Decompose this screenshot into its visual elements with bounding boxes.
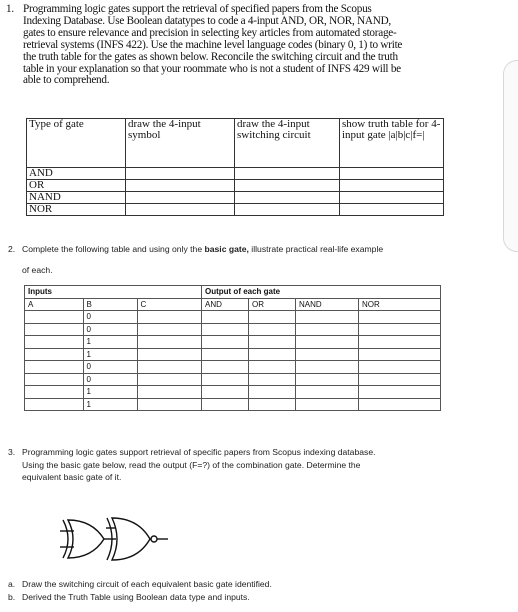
answer-cell[interactable] [25, 323, 84, 336]
gate-table-header-row [27, 119, 444, 168]
sub-question-b [8, 591, 272, 604]
answer-cell[interactable] [137, 348, 202, 361]
sub-question-a [8, 578, 272, 591]
answer-cell[interactable] [25, 386, 84, 399]
answer-cell[interactable] [25, 311, 84, 324]
answer-cell[interactable] [359, 373, 441, 386]
answer-cell[interactable] [340, 204, 444, 216]
answer-cell[interactable] [25, 373, 84, 386]
q1-line: table in your explanation so that your roommate who is not a student of INFS 429 will be [23, 62, 401, 75]
q2-line-2: of each. [22, 265, 53, 275]
answer-cell[interactable] [249, 323, 296, 336]
q3-line: Programming logic gates support retrieval of specific papers from Scopus indexing database. [22, 447, 376, 457]
answer-cell[interactable] [235, 204, 340, 216]
answer-cell[interactable] [25, 336, 84, 349]
answer-cell[interactable] [296, 348, 359, 361]
answer-cell[interactable] [249, 386, 296, 399]
answer-cell[interactable] [359, 311, 441, 324]
b-value-cell: 1 [83, 386, 137, 399]
answer-cell[interactable] [340, 168, 444, 180]
answer-cell[interactable] [296, 373, 359, 386]
output-label: Output of each gate [202, 286, 441, 299]
answer-cell[interactable] [359, 386, 441, 399]
question-2-number: 2. [8, 244, 16, 254]
answer-cell[interactable] [296, 311, 359, 324]
answer-cell[interactable] [249, 373, 296, 386]
col-or-header: OR [249, 298, 296, 311]
answer-cell[interactable] [126, 204, 235, 216]
sub-text: Derived the Truth Table using Boolean data type and inputs. [22, 591, 250, 602]
b-value-cell: 0 [83, 361, 137, 374]
b-value-cell: 0 [83, 373, 137, 386]
b-value-cell: 0 [83, 323, 137, 336]
header-truth-table: show truth table for 4-input gate |a|b|c|f=| [340, 119, 444, 168]
table-row [25, 398, 441, 411]
answer-cell[interactable] [202, 361, 249, 374]
answer-cell[interactable] [359, 361, 441, 374]
q2-text-after: illustrate practical real-life example [248, 244, 384, 254]
answer-cell[interactable] [202, 336, 249, 349]
gate-name-cell: NOR [27, 204, 126, 216]
answer-cell[interactable] [359, 398, 441, 411]
answer-cell[interactable] [202, 348, 249, 361]
header-type-of-gate: Type of gate [27, 119, 126, 168]
q1-line: able to comprehend. [23, 74, 110, 87]
answer-cell[interactable] [137, 311, 202, 324]
q1-line: the truth table for the gates as shown below. Reconcile the switching circuit and the truth [23, 50, 398, 63]
answer-cell[interactable] [359, 336, 441, 349]
col-nand-header: NAND [296, 298, 359, 311]
answer-cell[interactable] [202, 398, 249, 411]
truth-table-header-row [25, 286, 441, 299]
q1-line: Indexing Database. Use Boolean datatypes to code a 4-input AND, OR, NOR, NAND, [23, 14, 391, 27]
answer-cell[interactable] [126, 168, 235, 180]
answer-cell[interactable] [249, 361, 296, 374]
header-switching-circuit: draw the 4-input switching circuit [235, 119, 340, 168]
answer-cell[interactable] [296, 336, 359, 349]
answer-cell[interactable] [249, 336, 296, 349]
truth-table-body [25, 311, 441, 411]
q1-line: Programming logic gates support the retrieval of specified papers from the Scopus [23, 3, 372, 15]
q3-line: equivalent basic gate of it. [22, 472, 122, 482]
table-row [25, 323, 441, 336]
header-symbol: draw the 4-input symbol [126, 119, 235, 168]
table-row [27, 204, 444, 216]
answer-cell[interactable] [137, 398, 202, 411]
col-and-label: AND [205, 299, 222, 309]
sub-questions [8, 578, 272, 603]
question-1 [6, 4, 456, 87]
question-3 [8, 446, 478, 484]
inputs-label: Inputs [25, 286, 84, 299]
answer-cell[interactable] [249, 398, 296, 411]
answer-cell[interactable] [296, 361, 359, 374]
answer-cell[interactable] [25, 348, 84, 361]
gate-name-cell: OR [27, 180, 126, 192]
answer-cell[interactable] [202, 323, 249, 336]
question-1-text [6, 4, 456, 87]
col-nor-header: NOR [359, 298, 441, 311]
answer-cell[interactable] [359, 323, 441, 336]
answer-cell[interactable] [137, 373, 202, 386]
q1-line: retrieval systems (INFS 422). Use the machine level language codes (binary 0, 1) to write [23, 38, 403, 51]
answer-cell[interactable] [25, 398, 84, 411]
sub-text: Draw the switching circuit of each equivalent basic gate identified. [22, 579, 272, 589]
truth-table [24, 285, 441, 411]
answer-cell[interactable] [296, 398, 359, 411]
b-value-cell: 1 [83, 336, 137, 349]
answer-cell[interactable] [137, 361, 202, 374]
table-row [25, 336, 441, 349]
table-row [25, 361, 441, 374]
answer-cell[interactable] [126, 192, 235, 204]
q3-line: Using the basic gate below, read the output (F=?) of the combination gate. Determine the [22, 459, 361, 470]
answer-cell[interactable] [296, 323, 359, 336]
b-value-cell: 1 [83, 348, 137, 361]
answer-cell[interactable] [137, 386, 202, 399]
answer-cell[interactable] [296, 386, 359, 399]
combination-gate-diagram [60, 516, 170, 566]
answer-cell[interactable] [235, 180, 340, 192]
header-blank [137, 286, 202, 299]
table-row [25, 386, 441, 399]
answer-cell[interactable] [126, 180, 235, 192]
answer-cell[interactable] [249, 311, 296, 324]
table-row [27, 180, 444, 192]
answer-cell[interactable] [202, 311, 249, 324]
gate-name-cell: AND [27, 168, 126, 180]
gate-name-cell: NAND [27, 192, 126, 204]
table-row [27, 192, 444, 204]
answer-cell[interactable] [235, 168, 340, 180]
question-1-number: 1. [6, 3, 14, 15]
col-b-header: B [83, 298, 137, 311]
sub-letter: b. [8, 591, 16, 602]
answer-cell[interactable] [340, 192, 444, 204]
gate-table [26, 118, 444, 216]
question-2 [8, 243, 468, 276]
table-row [25, 373, 441, 386]
answer-cell[interactable] [235, 192, 340, 204]
table-row [25, 348, 441, 361]
question-3-number: 3. [8, 447, 16, 457]
table-row [25, 311, 441, 324]
answer-cell[interactable] [340, 180, 444, 192]
answer-cell[interactable] [359, 348, 441, 361]
table-row [27, 168, 444, 180]
answer-cell[interactable] [202, 373, 249, 386]
q2-text-before: Complete the following table and using only the [22, 244, 205, 254]
col-a-header: A [25, 298, 84, 311]
truth-table-col-row [25, 298, 441, 311]
answer-cell[interactable] [25, 361, 84, 374]
q1-line: gates to ensure relevance and precision in selecting key articles from automated storage- [23, 26, 397, 39]
col-and-header [202, 298, 249, 311]
b-value-cell: 1 [83, 398, 137, 411]
answer-cell[interactable] [249, 348, 296, 361]
answer-cell[interactable] [137, 336, 202, 349]
answer-cell[interactable] [202, 386, 249, 399]
side-panel-edge [503, 60, 518, 252]
col-c-header: C [137, 298, 202, 311]
q2-text-bold: basic gate, [204, 244, 249, 254]
b-value-cell: 0 [83, 311, 137, 324]
sub-letter: a. [8, 579, 16, 589]
answer-cell[interactable] [137, 323, 202, 336]
header-blank [83, 286, 137, 299]
